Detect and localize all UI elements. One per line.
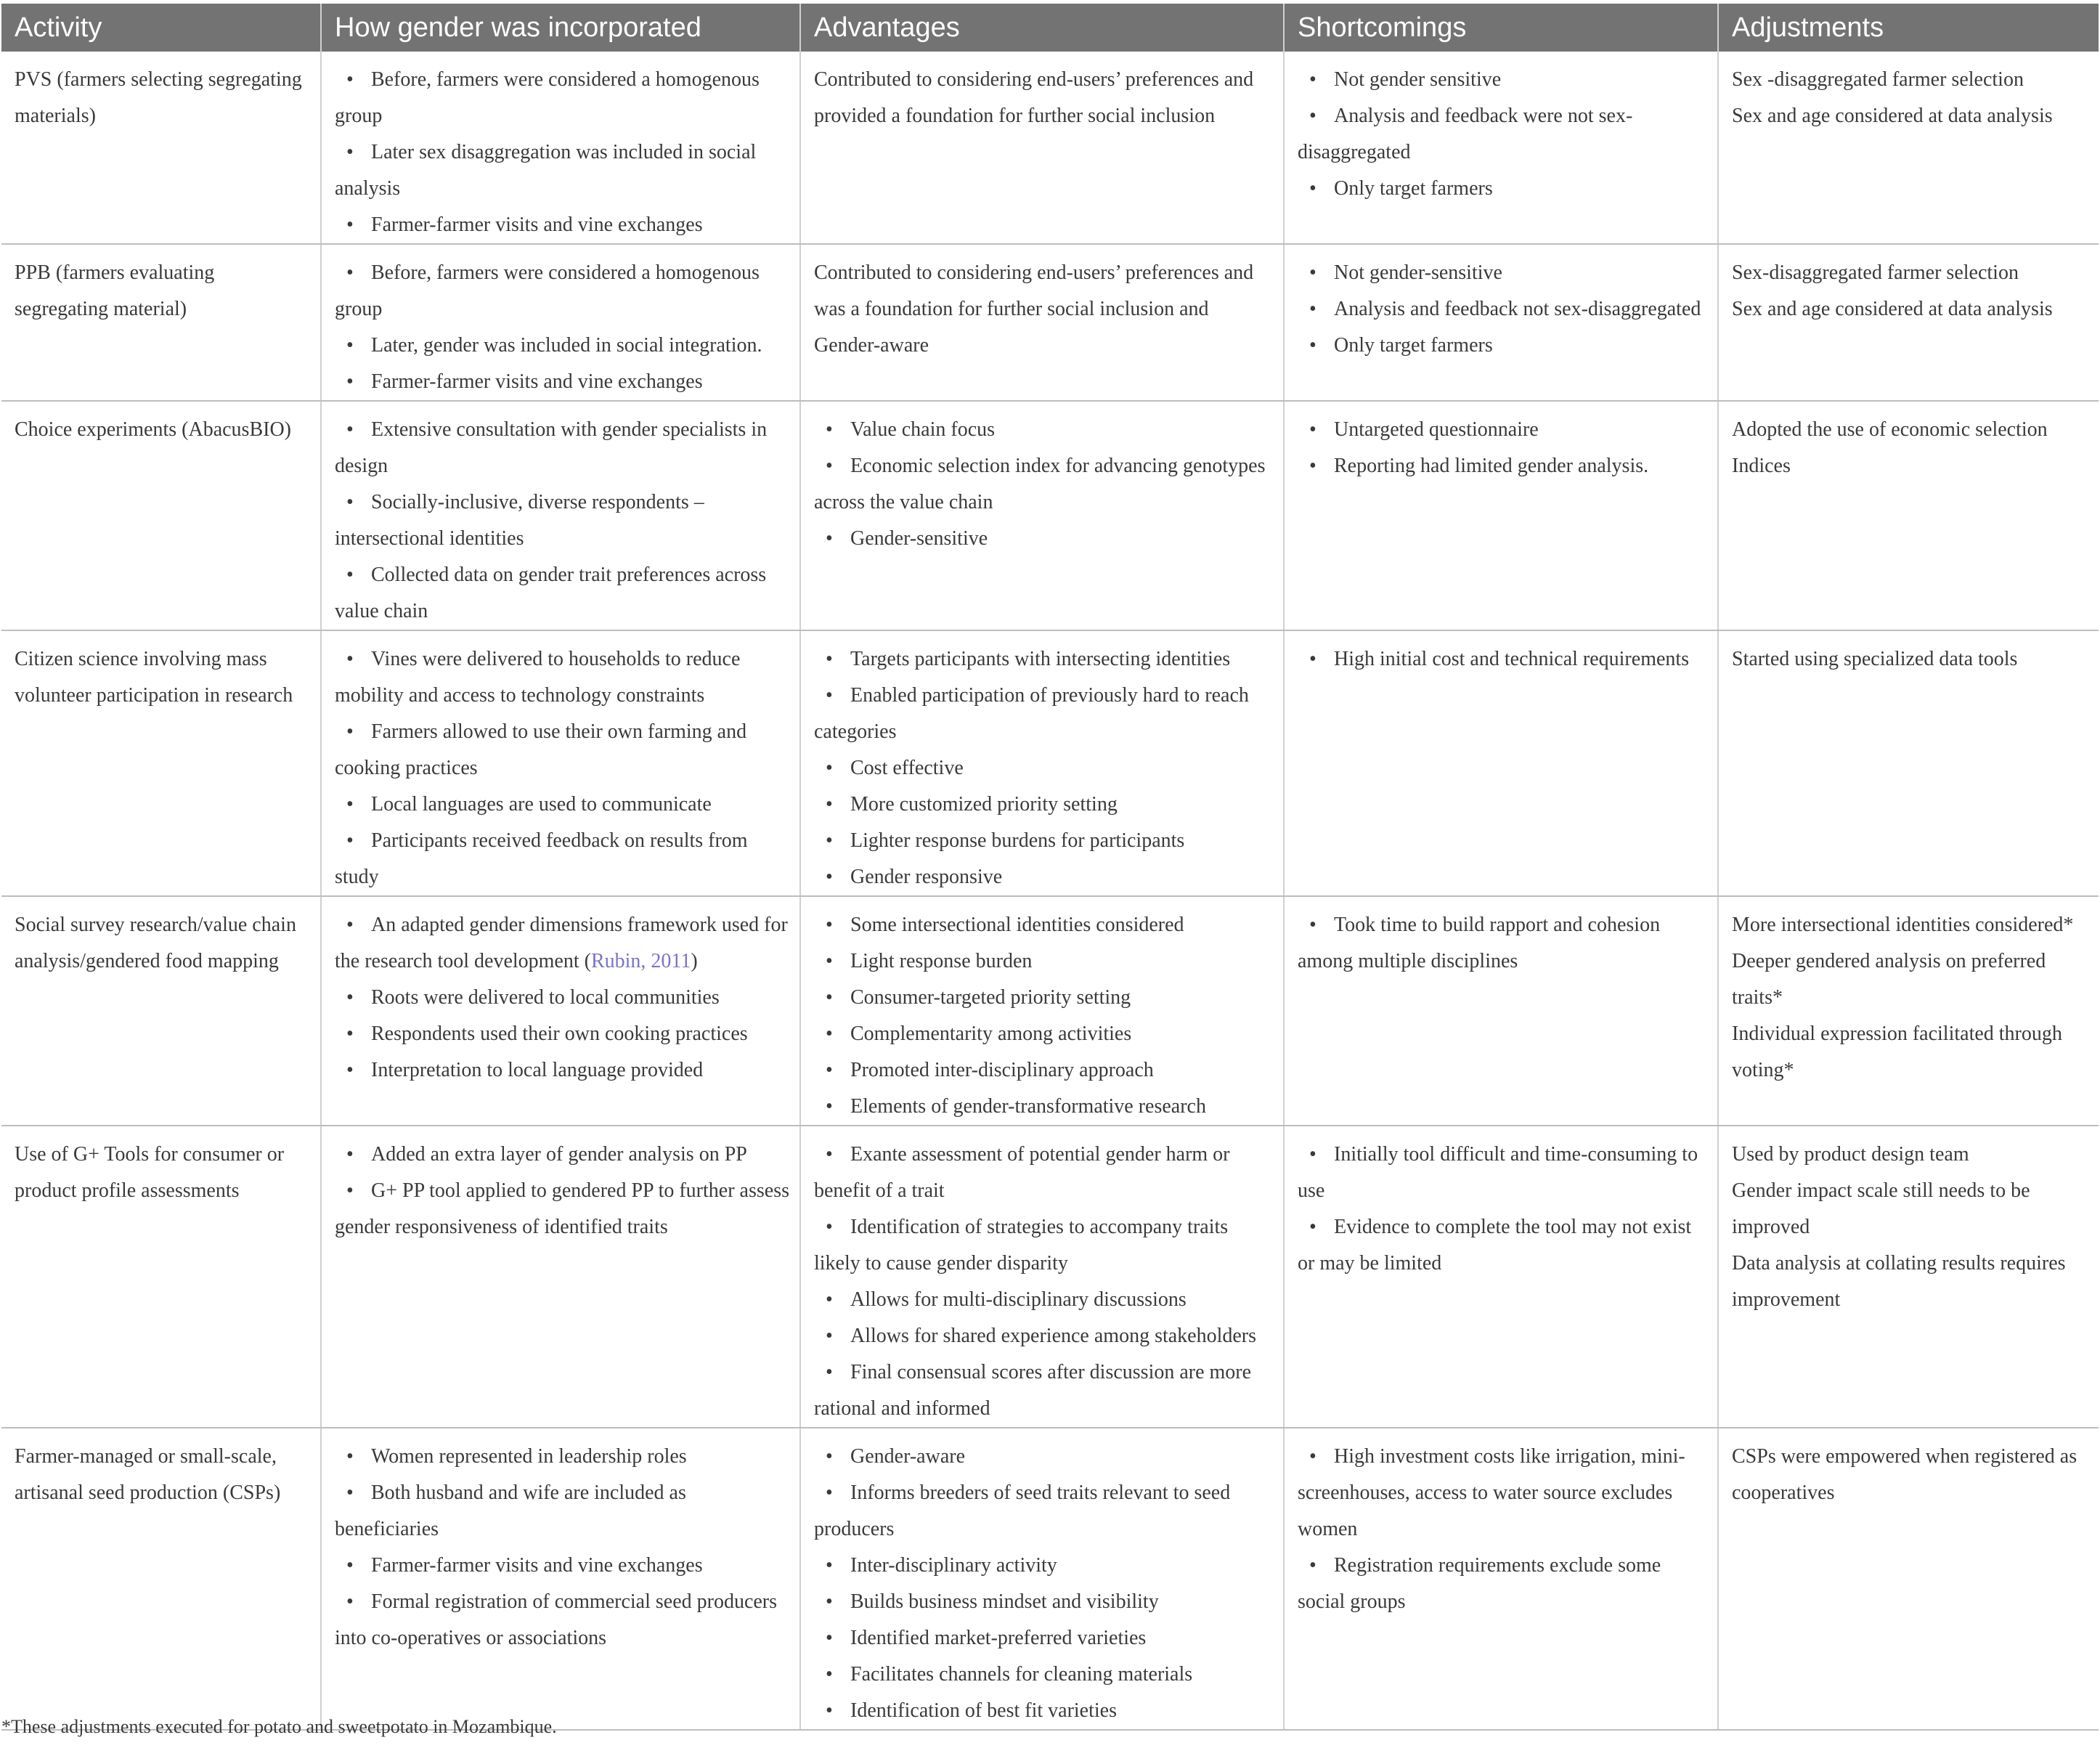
adjustments-cell bbox=[1718, 244, 2099, 401]
list-item: • Extensive consultation with gender specialists in design bbox=[335, 418, 768, 477]
list-item: • Participants received feedback on results from study bbox=[335, 829, 748, 888]
list-item: • Only target farmers bbox=[1309, 177, 1493, 200]
gender-cell bbox=[321, 896, 800, 1126]
advantages-cell bbox=[800, 630, 1284, 896]
list-item: • Farmers allowed to use their own farming and cooking practices bbox=[335, 720, 747, 779]
list-item: • Only target farmers bbox=[1309, 334, 1493, 357]
list-item: • Interpretation to local language provided bbox=[346, 1059, 704, 1081]
list-item: • Final consensual scores after discussion are more rational and informed bbox=[814, 1361, 1252, 1420]
list-item: • Both husband and wife are included as beneficiaries bbox=[335, 1481, 686, 1540]
list-item: • Later sex disaggregation was included in social analysis bbox=[335, 141, 757, 200]
list-item: • G+ PP tool applied to gendered PP to further assess gender responsiveness of identified traits bbox=[335, 1179, 789, 1238]
list-item: • Elements of gender-transformative research bbox=[826, 1095, 1206, 1118]
activity-cell: Citizen science involving mass volunteer participation in research bbox=[1, 630, 321, 896]
list-item: • Added an extra layer of gender analysis on PP bbox=[346, 1143, 747, 1166]
list-item: • Gender-aware bbox=[826, 1445, 965, 1468]
list-item: • Allows for multi-disciplinary discussions bbox=[826, 1288, 1187, 1311]
list-item: • Roots were delivered to local communities bbox=[346, 986, 720, 1009]
header-row bbox=[1, 4, 2099, 52]
list-item: • Local languages are used to communicate bbox=[346, 793, 712, 816]
header-shortcomings: Shortcomings bbox=[1284, 4, 1718, 52]
gender-cell bbox=[321, 52, 800, 244]
gender-cell bbox=[321, 630, 800, 896]
list-item: • Complementarity among activities bbox=[826, 1023, 1132, 1045]
adjustment-line: Sex and age considered at data analysis bbox=[1732, 105, 2053, 127]
list-item: • Cost effective bbox=[826, 757, 964, 779]
adjustments-cell bbox=[1718, 1428, 2099, 1730]
activity-cell: Social survey research/value chain analysis/gendered food mapping bbox=[1, 896, 321, 1126]
activity-cell: Choice experiments (AbacusBIO) bbox=[1, 401, 321, 630]
advantages-cell: Contributed to considering end-users’ preferences and provided a foundation for further social inclusion bbox=[800, 52, 1284, 244]
list-item: • Farmer-farmer visits and vine exchanges bbox=[346, 370, 703, 393]
list-item: • Before, farmers were considered a homogenous group bbox=[335, 68, 760, 127]
list-item: • More customized priority setting bbox=[826, 793, 1118, 816]
adjustment-line: More intersectional identities considered* bbox=[1732, 914, 2074, 936]
adjustment-line: Data analysis at collating results requires improvement bbox=[1732, 1252, 2066, 1311]
table-row bbox=[1, 401, 2099, 630]
list-item: • Identified market-preferred varieties bbox=[826, 1627, 1147, 1649]
adjustment-line: Gender impact scale still needs to be improved bbox=[1732, 1179, 2030, 1238]
adjustment-line: Individual expression facilitated through voting* bbox=[1732, 1023, 2062, 1081]
advantages-cell: Contributed to considering end-users’ preferences and was a foundation for further social inclusion and Gender-aware bbox=[800, 244, 1284, 401]
list-item: • Analysis and feedback not sex-disaggregated bbox=[1309, 298, 1701, 320]
shortcomings-cell bbox=[1284, 630, 1718, 896]
list-item: • Respondents used their own cooking practices bbox=[346, 1023, 748, 1045]
advantages-cell bbox=[800, 896, 1284, 1126]
list-item: • Gender responsive bbox=[826, 866, 1003, 888]
adjustments-cell bbox=[1718, 1126, 2099, 1428]
activity-cell: Use of G+ Tools for consumer or product profile assessments bbox=[1, 1126, 321, 1428]
gender-activities-table bbox=[1, 4, 2099, 1731]
gender-cell bbox=[321, 401, 800, 630]
adjustments-cell bbox=[1718, 52, 2099, 244]
activity-cell: PPB (farmers evaluating segregating material) bbox=[1, 244, 321, 401]
header-adjustments: Adjustments bbox=[1718, 4, 2099, 52]
citation-link[interactable]: Rubin, 2011 bbox=[590, 950, 691, 972]
list-item: • Identification of best fit varieties bbox=[826, 1699, 1117, 1722]
list-item: • Took time to build rapport and cohesion among multiple disciplines bbox=[1298, 914, 1661, 972]
list-item: • High initial cost and technical requirements bbox=[1309, 648, 1690, 670]
advantages-cell bbox=[800, 1428, 1284, 1730]
adjustment-line: Sex -disaggregated farmer selection bbox=[1732, 68, 2024, 91]
list-item: • High investment costs like irrigation, mini-screenhouses, access to water source excludes women bbox=[1298, 1445, 1685, 1540]
header-advantages: Advantages bbox=[800, 4, 1284, 52]
adjustment-line: Deeper gendered analysis on preferred traits* bbox=[1732, 950, 2046, 1009]
adjustments-cell bbox=[1718, 401, 2099, 630]
list-item: • Socially-inclusive, diverse respondents – intersectional identities bbox=[335, 491, 704, 550]
list-item: • Reporting had limited gender analysis. bbox=[1309, 455, 1649, 477]
list-item: • Builds business mindset and visibility bbox=[826, 1590, 1159, 1613]
adjustments-cell bbox=[1718, 630, 2099, 896]
advantages-cell bbox=[800, 401, 1284, 630]
adjustments-cell bbox=[1718, 896, 2099, 1126]
list-item: • Registration requirements exclude some social groups bbox=[1298, 1554, 1661, 1613]
table-row bbox=[1, 1126, 2099, 1428]
list-item: • Facilitates channels for cleaning materials bbox=[826, 1663, 1193, 1686]
adjustment-line: Started using specialized data tools bbox=[1732, 648, 2018, 670]
list-item: • Economic selection index for advancing genotypes across the value chain bbox=[814, 455, 1266, 513]
list-item: • Initially tool difficult and time-consuming to use bbox=[1298, 1143, 1698, 1202]
list-item: • Light response burden bbox=[826, 950, 1033, 972]
adjustment-line: Sex and age considered at data analysis bbox=[1732, 298, 2053, 320]
table-wrapper bbox=[1, 4, 2099, 1731]
table-row bbox=[1, 630, 2099, 896]
list-item: • Identification of strategies to accompany traits likely to cause gender disparity bbox=[814, 1216, 1229, 1275]
table-row bbox=[1, 1428, 2099, 1730]
shortcomings-cell bbox=[1284, 896, 1718, 1126]
table-row bbox=[1, 244, 2099, 401]
list-item: • Consumer-targeted priority setting bbox=[826, 986, 1131, 1009]
list-item: • Value chain focus bbox=[826, 418, 996, 441]
list-item: • Allows for shared experience among stakeholders bbox=[826, 1325, 1257, 1347]
adjustment-line: Used by product design team bbox=[1732, 1143, 1969, 1166]
table-row bbox=[1, 896, 2099, 1126]
list-item: • Inter-disciplinary activity bbox=[826, 1554, 1057, 1577]
list-item: • Exante assessment of potential gender harm or benefit of a trait bbox=[814, 1143, 1230, 1202]
list-item: • An adapted gender dimensions framework used for the research tool development (Rubin, 2011) bbox=[335, 914, 788, 972]
shortcomings-cell bbox=[1284, 401, 1718, 630]
header-activity: Activity bbox=[1, 4, 321, 52]
gender-cell bbox=[321, 244, 800, 401]
list-item: • Later, gender was included in social integration. bbox=[346, 334, 762, 357]
table-row bbox=[1, 52, 2099, 244]
list-item: • Targets participants with intersecting identities bbox=[826, 648, 1231, 670]
list-item: • Not gender-sensitive bbox=[1309, 261, 1502, 284]
list-item: • Women represented in leadership roles bbox=[346, 1445, 687, 1468]
list-item: • Before, farmers were considered a homogenous group bbox=[335, 261, 760, 320]
list-item: • Promoted inter-disciplinary approach bbox=[826, 1059, 1154, 1081]
list-item: • Farmer-farmer visits and vine exchanges bbox=[346, 214, 703, 236]
list-item: • Informs breeders of seed traits relevant to seed producers bbox=[814, 1481, 1231, 1540]
list-item: • Collected data on gender trait preferences across value chain bbox=[335, 564, 767, 622]
list-item: • Lighter response burdens for participants bbox=[826, 829, 1185, 852]
list-item: • Farmer-farmer visits and vine exchanges bbox=[346, 1554, 703, 1577]
shortcomings-cell bbox=[1284, 1126, 1718, 1428]
gender-cell bbox=[321, 1428, 800, 1730]
header-gender: How gender was incorporated bbox=[321, 4, 800, 52]
list-item: • Enabled participation of previously hard to reach categories bbox=[814, 684, 1249, 743]
activity-cell: PVS (farmers selecting segregating materials) bbox=[1, 52, 321, 244]
activity-cell: Farmer-managed or small-scale, artisanal seed production (CSPs) bbox=[1, 1428, 321, 1730]
list-item: • Evidence to complete the tool may not exist or may be limited bbox=[1298, 1216, 1692, 1275]
advantages-cell bbox=[800, 1126, 1284, 1428]
adjustment-line: Sex-disaggregated farmer selection bbox=[1732, 261, 2019, 284]
list-item: • Some intersectional identities considered bbox=[826, 914, 1184, 936]
adjustment-line: Adopted the use of economic selection Indices bbox=[1732, 418, 2048, 477]
list-item: • Untargeted questionnaire bbox=[1309, 418, 1539, 441]
list-item: • Formal registration of commercial seed producers into co-operatives or associations bbox=[335, 1590, 778, 1649]
list-item: • Gender-sensitive bbox=[826, 527, 988, 550]
list-item: • Analysis and feedback were not sex-disaggregated bbox=[1298, 105, 1633, 163]
list-item: • Vines were delivered to households to reduce mobility and access to technology constraints bbox=[335, 648, 741, 707]
shortcomings-cell bbox=[1284, 244, 1718, 401]
table-footnote: *These adjustments executed for potato and sweetpotato in Mozambique. bbox=[1, 1716, 557, 1737]
list-item: • Not gender sensitive bbox=[1309, 68, 1502, 91]
adjustment-line: CSPs were empowered when registered as cooperatives bbox=[1732, 1445, 2077, 1504]
shortcomings-cell bbox=[1284, 52, 1718, 244]
shortcomings-cell bbox=[1284, 1428, 1718, 1730]
gender-cell bbox=[321, 1126, 800, 1428]
